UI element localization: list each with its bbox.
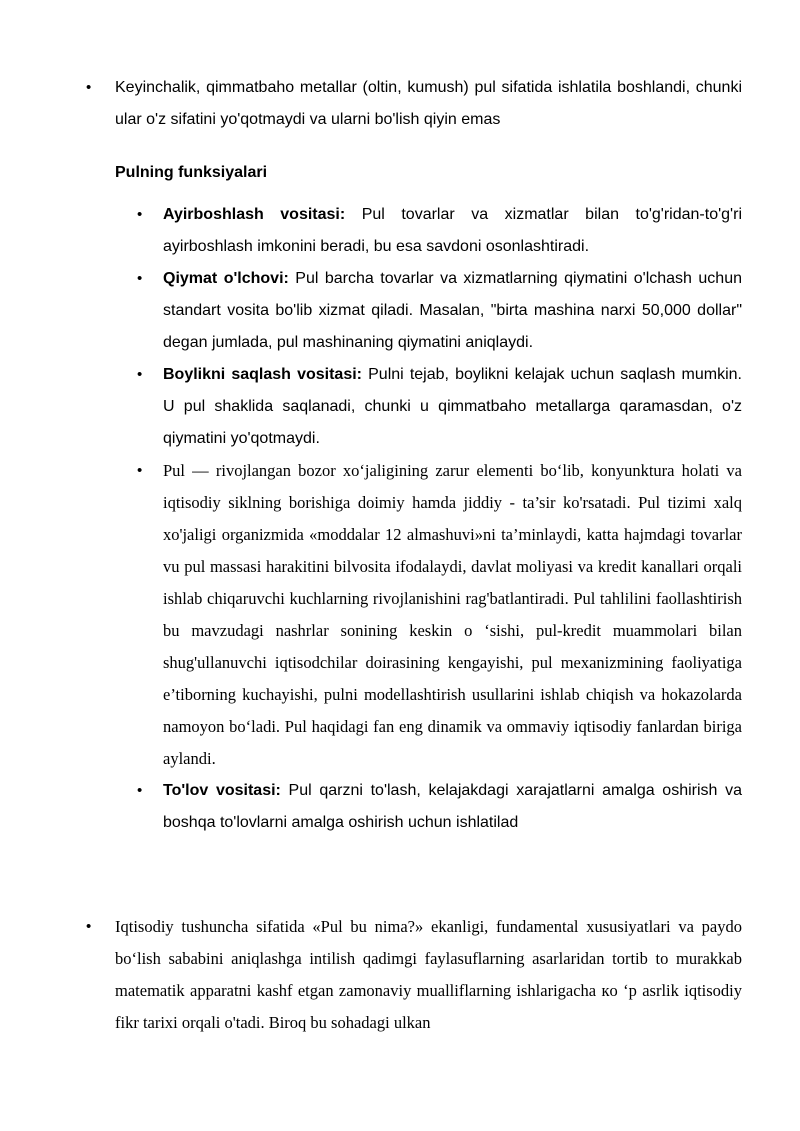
- function-description: Pulni tejab, boylikni kelajak uchun saqlash mumkin. U pul shaklida saqlanadi, chunki u qimmatbaho metallarga qaramasdan, o'z qiymatini yo'qotmaydi.: [163, 366, 742, 447]
- function-description: Pul tovarlar va xizmatlar bilan to'g'ridan-to'g'ri ayirboshlash imkonini beradi, bu esa savdoni osonlashtiradi.: [163, 206, 742, 255]
- list-item: [115, 72, 742, 136]
- function-item-payment: [163, 775, 742, 839]
- function-item-measure: [163, 263, 742, 359]
- function-item-paragraph: [163, 455, 742, 775]
- intro-bullet-list: [115, 72, 742, 136]
- money-paragraph: Pul — rivojlangan bozor xo‘jaligining zarur elementi bo‘lib, konyunktura holati va iqtisodiy siklning borishiga doimiy hamda jiddiy - ta’sir ko'rsatadi. Pul tizimi xalq xo'jaligi organizmida «moddalar 12 almashuvi»ni ta’minlaydi, katta hajmdagi tovarlar vu pul massasi harakitini bilvosita ifodalaydi, davlat moliyasi va kredit kanallari orqali ishlab chiqaruvchi kuchlarning rivojlanishini rag'batlantiradi. Pul tahlilini faollashtirish bu mavzudagi nashrlar sonining keskin o ‘sishi, pul-kredit muammolari bilan shug'ullanuvchi iqtisodchilar doirasining kengayishi, pul mexanizmining faoliyatiga e’tiborning kuchayishi, pulni modellashtirish usullarini ishlab chiqish va hokazolarda namoyon bo‘ladi. Pul haqidagi fan eng dinamik va ommaviy iqtisodiy fanlardan biriga aylandi.: [163, 461, 742, 768]
- function-term: Ayirboshlash vositasi:: [163, 206, 346, 223]
- function-description: Pul barcha tovarlar va xizmatlarning qiymatini o'lchash uchun standart vosita bo'lib xizmat qiladi. Masalan, "birta mashina narxi 50,000 dollar" degan jumlada, pul mashinaning qiymatini aniqlaydi.: [163, 270, 743, 351]
- closing-bullet-text: Iqtisodiy tushuncha sifatida «Pul bu nima?» ekanligi, fundamental xususiyatlari va paydo bo‘lish sababini aniqlashga intilish qadimgi faylasuflarning asarlaridan tortib to murakkab matematik apparatni kashf etgan zamonaviy mualliflarning ishlarigacha кo ‘p asrlik iqtisodiy fikr tarixi orqali o'tadi. Biroq bu sohadagi ulkan: [115, 917, 742, 1032]
- function-term: Qiymat o'lchovi:: [163, 270, 289, 287]
- function-term: To'lov vositasi:: [163, 782, 281, 799]
- closing-bullet-list: [115, 911, 742, 1039]
- section-heading: Pulning funksiyalari: [115, 164, 268, 181]
- functions-bullet-list: [163, 199, 742, 839]
- function-term: Boylikni saqlash vositasi:: [163, 366, 362, 383]
- function-item-store: [163, 359, 742, 455]
- list-item: [115, 911, 742, 1039]
- function-description: Pul qarzni to'lash, kelajakdagi xarajatlarni amalga oshirish va boshqa to'lovlarni amalga oshirish uchun ishlatilad: [163, 782, 743, 831]
- function-item-exchange: [163, 199, 742, 263]
- intro-bullet-text: Keyinchalik, qimmatbaho metallar (oltin, kumush) pul sifatida ishlatila boshlandi, chunki ular o'z sifatini yo'qotmaydi va ularni bo'lish qiyin emas: [115, 79, 742, 128]
